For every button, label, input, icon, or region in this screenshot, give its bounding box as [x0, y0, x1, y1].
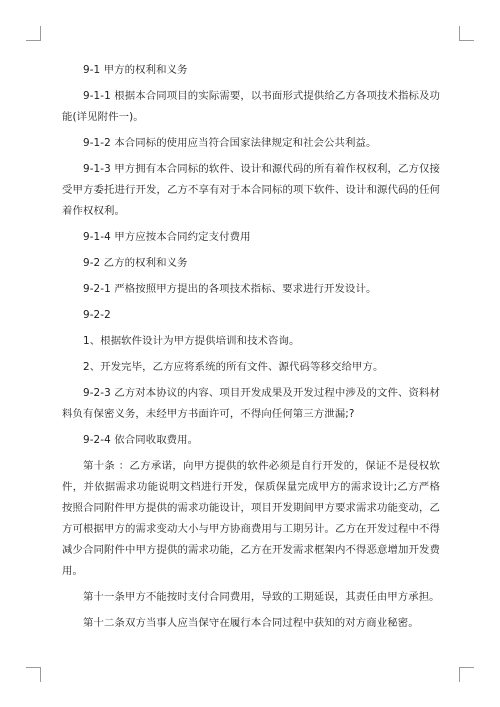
article-10: 第十条 ：乙方承诺，向甲方提供的软件必须是自行开发的，保证不是侵权软件，并依据需求功能说明文档进行开发，保质保量完成甲方的需求设计;乙方严格按照合同附件甲方提供的需求功能设计，项目开发期间甲方要求需求功能变动，乙方可根据甲方的需求变动大小与甲方协商费用与工期另计。乙方在开发过程中不得减少合同附件中甲方提供的需求功能，乙方在开发需求框架内不得恶意增加开发费用。	[62, 460, 440, 577]
crop-mark-top-right	[459, 26, 474, 41]
clause-9-2-3: 9-2-3 乙方对本协议的内容、项目开发成果及开发过程中涉及的文件、资料材料负有保密义务，未经甲方书面许可，不得向任何第三方泄漏;?	[62, 387, 440, 420]
clause-9-1-3: 9-1-3 甲方拥有本合同标的软件、设计和源代码的所有着作权权利，乙方仅接受甲方委托进行开发，乙方不享有对于本合同标的项下软件、设计和源代码的任何着作权权利。	[62, 163, 440, 217]
article-11: 第十一条甲方不能按时支付合同费用，导致的工期延误，其责任由甲方承担。	[83, 591, 440, 603]
document-body	[62, 60, 440, 639]
heading-9-2: 9-2 乙方的权利和义务	[83, 257, 188, 269]
crop-mark-bottom-left	[26, 667, 41, 682]
clause-9-1-2: 9-1-2 本合同标的使用应当符合国家法律规定和社会公共利益。	[83, 137, 377, 149]
crop-mark-bottom-right	[459, 667, 474, 682]
clause-9-2-4: 9-2-4 依合同收取费用。	[83, 434, 199, 446]
clause-9-2-1: 9-2-1 严格按照甲方提出的各项技术指标、要求进行开发设计。	[83, 283, 377, 295]
clause-9-1-4: 9-1-4 甲方应按本合同约定支付费用	[83, 231, 251, 243]
article-12: 第十二条双方当事人应当保守在履行本合同过程中获知的对方商业秘密。	[83, 617, 419, 629]
crop-mark-top-left	[26, 26, 41, 41]
heading-9-1: 9-1 甲方的权利和义务	[83, 64, 188, 76]
list-item-1: 1、根据软件设计为甲方提供培训和技术咨询。	[83, 335, 300, 347]
clause-9-2-2: 9-2-2	[83, 309, 111, 321]
list-item-2: 2、开发完毕，乙方应将系统的所有文件、源代码等移交给甲方。	[83, 361, 384, 373]
clause-9-1-1: 9-1-1 根据本合同项目的实际需要，以书面形式提供给乙方各项技术指标及功能(详见附件一)。	[62, 90, 440, 123]
